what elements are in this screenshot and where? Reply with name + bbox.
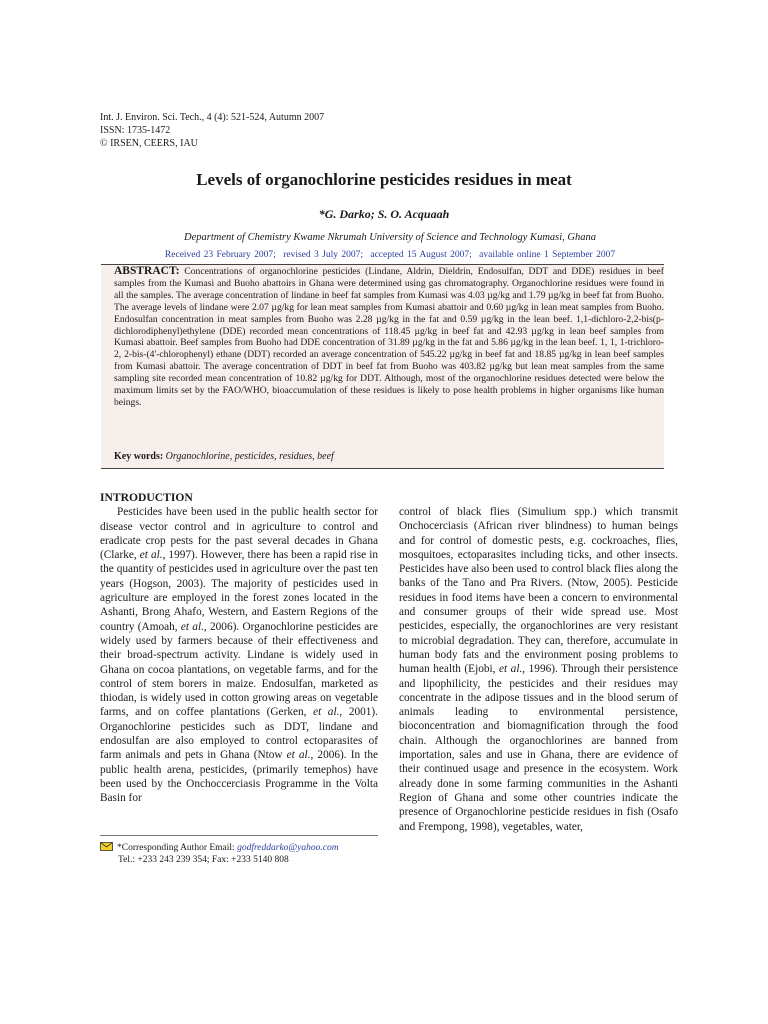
footnote	[100, 842, 339, 866]
paragraph-segment: , 1996). Through their persistence and lipophilicity, the pesticides and their residues may concentrate in the adipose tissues and in the blood serum of animals leading to environmental persistence, bioconcentration and biomagnification through the food chain. Although the organochlorines are banned from importation, sales and use in Ghana, there are evidence of their continued usage and presence in the ecosystem. Work already done in some farming communities in the Ashanti Region of Ghana and some other countries indicate the presence of Organochlorine pesticide residues in fish (Osafo and Frempong, 1998), vegetables, water,	[399, 663, 678, 833]
paragraph-segment: et al.	[180, 620, 204, 633]
author-affiliation: Department of Chemistry Kwame Nkrumah University of Science and Technology Kumasi, Ghana	[184, 232, 596, 243]
date-online: available online 1 September 2007	[479, 250, 616, 260]
paragraph-segment: control of black flies (Simulium spp.) which transmit Onchocerciasis (African river blindness) to human beings and for control of domestic pests, e.g. cockroaches, flies, mosquitoes, ectoparasites including ticks, and other insects. Pesticides have also been used to control black flies along the banks of the Tano and Pra Rivers. (Ntow, 2005). Pesticide residues in food items have been a concern to environmental and consumer groups of their wide spread use. Most pesticides, especially, the organochlorines are very resistant to microbial degradation. They can, therefore, accumulate in human body fats and the environment posing problems to human health (Ejobi,	[399, 506, 678, 676]
author-email-link[interactable]: godfreddarko@yahoo.com	[237, 843, 339, 853]
keywords-label: Key words:	[114, 451, 164, 462]
paragraph-segment: , 2001). Organochlorine pesticides such as DDT, lindane and endosulfan are also employed to control ectoparasites of farm animals and pets in Ghana (Ntow	[100, 706, 379, 762]
left-column	[100, 491, 378, 806]
journal-issn: ISSN: 1735-1472	[100, 125, 171, 136]
date-accepted: accepted 15 August 2007;	[370, 250, 472, 260]
introduction-paragraph-right	[399, 505, 678, 834]
paragraph-segment: Pesticides have been used in the public health sector for disease vector control and in agriculture to control and eradicate crop pests for the past several decades in Ghana (Clarke,	[100, 506, 378, 562]
paragraph-segment: , 2006). Organochlorine pesticides are widely used by farmers because of their effectiveness and their broad-spectrum activity. Lindane is widely used in Ghana on cocoa plantations, on vegetable farms, and for the control of stem borers in maize. Endosulfan, marketed as thiodan, is widely used in cotton growing areas on vegetable farms, and on coffee plantations (Gerken,	[100, 620, 379, 719]
journal-header	[100, 111, 324, 150]
journal-citation: Int. J. Environ. Sci. Tech., 4 (4): 521-524, Autumn 2007	[100, 112, 325, 123]
envelope-icon	[100, 842, 113, 851]
paper-authors: *G. Darko; S. O. Acquaah	[318, 207, 450, 221]
abstract-text: Concentrations of organochlorine pesticides (Lindane, Aldrin, Dieldrin, Endosulfan, DDT and DDE) residues in beef samples from the Kumasi and Buoho abattoirs in Ghana were determined using gas chromatography. Organochlorine residues were found in all the samples. The average concentration of lindane in beef fat samples from Kumasi was 4.03 µg/kg and 1.79 µg/kg in beef fat from Buoho. The average levels of lindane were 2.07 µg/kg for lean meat samples from Kumasi abattoir and 0.60 µg/kg in lean meat samples from Buoho. Endosulfan concentration in meat samples from Buoho was 2.28 µg/kg in the fat and 0.59 µg/kg in the lean beef. 1,1-dichloro-2,2-bis(p-dichlorodiphenyl)ethylene (DDE) recorded mean concentrations of 118.45 µg/kg in beef fat and 42.93 µg/kg in lean beef samples from Kumasi abattoir. Beef samples from Buoho had DDE concentration of 31.89 µg/kg in the fat and 5.86 µg/kg in the lean beef. 1, 1, 1-trichloro-2, 2-bis-(4'-chlorophenyl) ethane (DDT) recorded an average concentration of 545.22 µg/kg in beef fat and 18.85 µg/kg in lean beef samples from Kumasi abattoir. The average concentration of DDT in beef fat from Buoho was 403.82 µg/kg but lean meat samples from the same sampling site recorded mean concentration of 10.82 µg/kg for DDT. Although, most of the organochlorine residues detected were below the maximum limits set by the FAO/WHO, bioaccumulation of these residues is likely to pose health problems in higher organisms like human beings.	[114, 266, 664, 408]
keywords-value: Organochlorine, pesticides, residues, beef	[165, 451, 334, 462]
paragraph-segment: et al.	[139, 549, 163, 562]
footnote-divider	[100, 835, 378, 836]
paragraph-segment: , 1997). However, there has been a rapid rise in the quantity of pesticides used in agriculture over the past ten years (Hogson, 2003). The majority of pesticides used in agriculture are employed in the forest zones located in the Ashanti, Brong Ahafo, Western, and Eastern Regions of the country (Amoah,	[100, 549, 379, 633]
right-column	[399, 505, 678, 834]
footnote-contact: Tel.: +233 243 239 354; Fax: +233 5140 808	[118, 855, 289, 865]
date-received: Received 23 February 2007;	[164, 250, 276, 260]
paragraph-segment: et al.	[286, 749, 311, 762]
paragraph-segment: et al.	[499, 663, 523, 676]
paragraph-segment: , 2006). In the public health arena, pesticides, (primarily temephos) have been used by the Onchoccerciasis Programme in the Volta Basin for	[100, 749, 378, 805]
date-revised: revised 3 July 2007;	[283, 250, 363, 260]
keywords	[114, 451, 334, 462]
paragraph-segment: et al.	[313, 706, 340, 719]
journal-copyright: © IRSEN, CEERS, IAU	[100, 138, 198, 149]
abstract-label: ABSTRACT:	[114, 265, 180, 277]
introduction-paragraph-left	[100, 505, 378, 805]
paper-title: Levels of organochlorine pesticides residues in meat	[196, 170, 572, 189]
introduction-heading: INTRODUCTION	[100, 491, 193, 504]
footnote-prefix: *Corresponding Author Email:	[117, 843, 235, 853]
article-dates	[0, 250, 768, 260]
abstract	[114, 266, 664, 409]
